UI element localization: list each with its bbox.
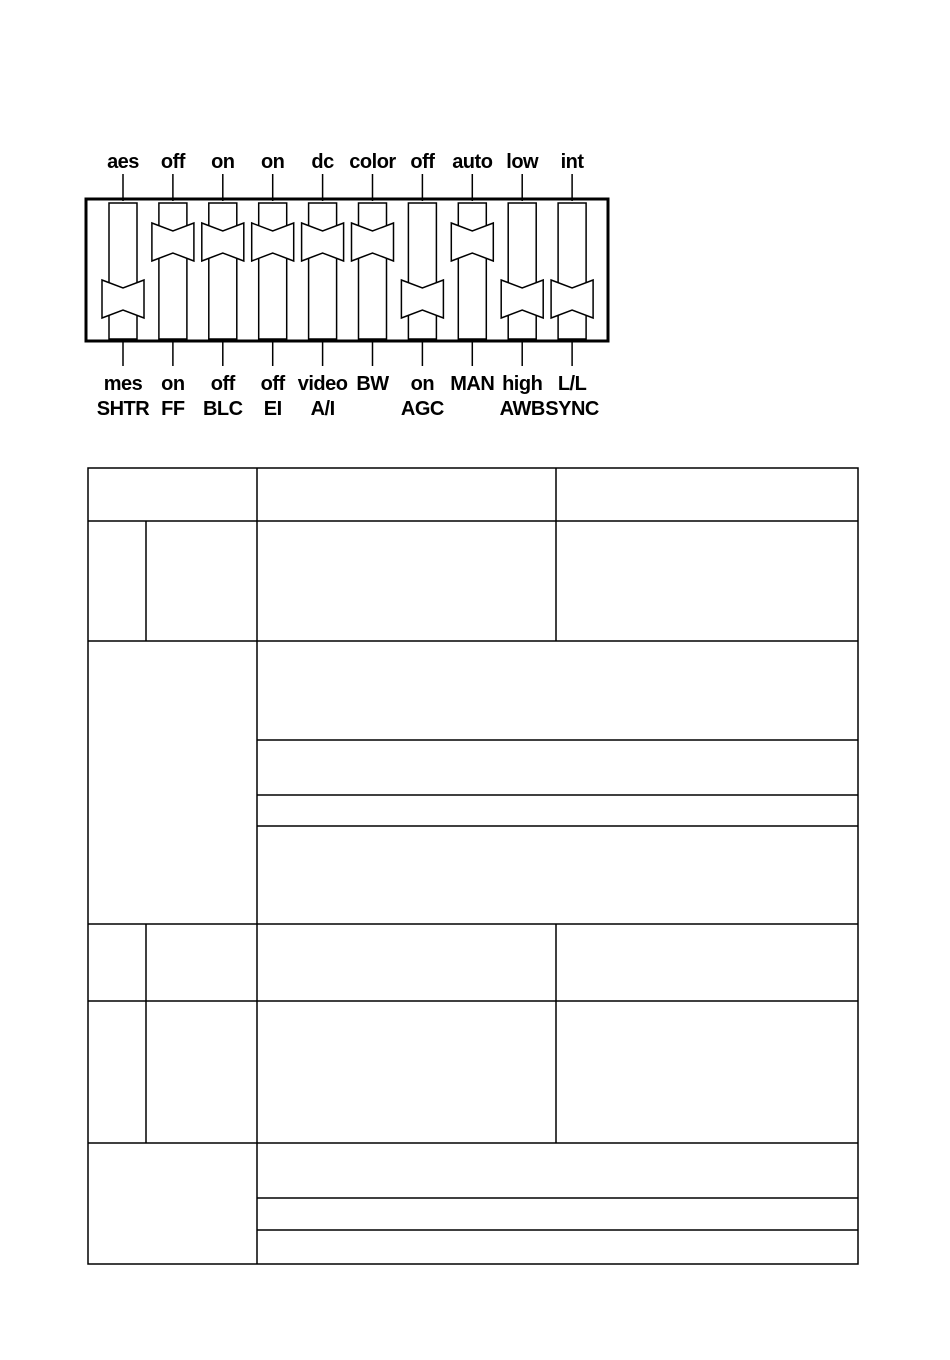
switch-top-label: off [160, 151, 185, 173]
table-outer-border [88, 468, 858, 1264]
switch-bottom-label: BW [356, 373, 389, 395]
switch-bottom-label: high [502, 373, 543, 395]
switch-bottom-label: mes [103, 373, 143, 395]
switch-function-label: AGC [400, 398, 444, 420]
switch-top-label: off [410, 151, 435, 173]
switch-top-label: dc [311, 151, 334, 173]
switch-bottom-label: off [260, 373, 285, 395]
switch-top-label: color [349, 151, 396, 173]
switch-function-label: FF [161, 398, 185, 420]
switch-function-label: SHTR [96, 398, 150, 420]
switch-top-label: auto [452, 151, 493, 173]
switch-function-label: BLC [202, 398, 243, 420]
switch-top-label: on [211, 151, 235, 173]
switch-function-label: SYNC [545, 398, 599, 420]
switch-function-label: AWB [499, 398, 545, 420]
switch-top-label: on [260, 151, 285, 173]
switch-bottom-label: on [410, 373, 435, 395]
switch-function-label: A/I [310, 398, 335, 420]
switch-bottom-label: L/L [557, 373, 587, 395]
switch-bottom-label: on [161, 373, 185, 395]
switch-bottom-label: off [210, 373, 235, 395]
switch-top-label: aes [107, 151, 139, 173]
switch-function-label: EI [263, 398, 282, 420]
switch-top-label: low [506, 151, 539, 173]
switch-top-label: int [560, 151, 584, 173]
switch-bottom-label: MAN [450, 373, 495, 395]
switch-bottom-label: video [297, 373, 348, 395]
